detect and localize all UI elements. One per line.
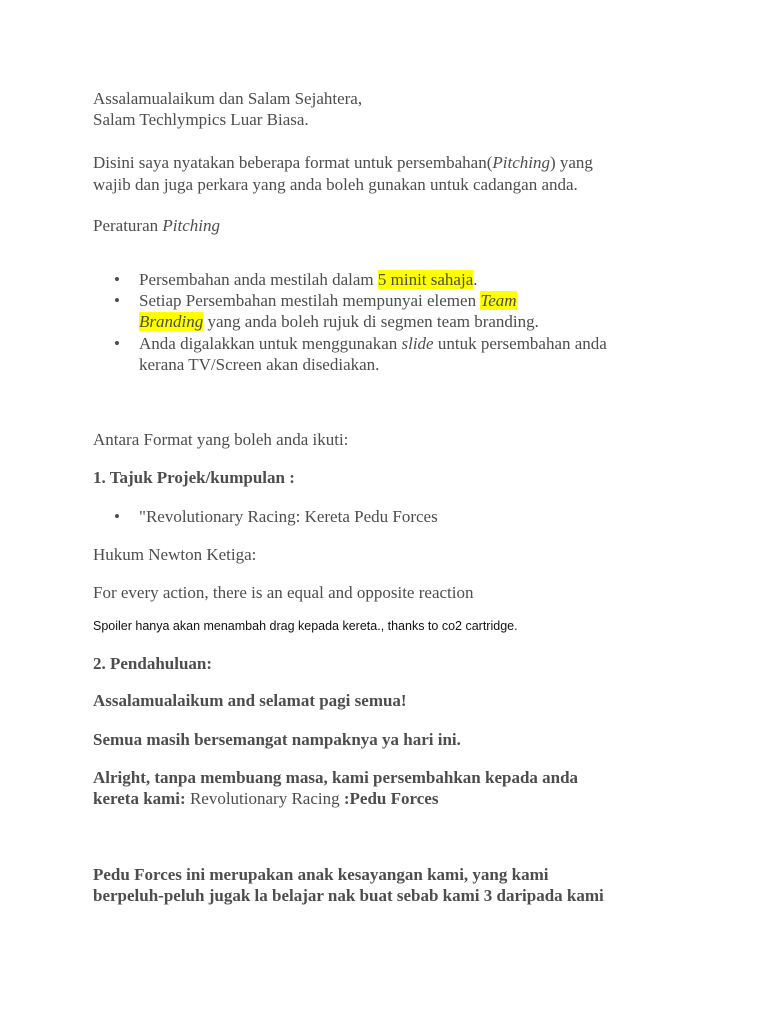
paragraph-spirit: Semua masih bersemangat nampaknya ya hari ini. xyxy=(93,730,461,749)
rules-item-2-end: yang anda boleh rujuk di segmen team branding. xyxy=(203,312,539,331)
intro-text-end: ) yang xyxy=(549,153,593,172)
newton-heading: Hukum Newton Ketiga: xyxy=(93,545,257,564)
rules-heading-pitching: Pitching xyxy=(162,216,220,235)
rules-item-3-line-2: kerana TV/Screen akan disediakan. xyxy=(139,355,380,374)
spoiler-note: Spoiler hanya akan menambah drag kepada kereta., thanks to co2 cartridge. xyxy=(93,619,518,633)
paragraph-intro-name: Revolutionary Racing xyxy=(189,789,344,808)
rules-item-3-slide: slide xyxy=(401,334,434,353)
rules-heading xyxy=(93,215,220,236)
intro-line-2: wajib dan juga perkara yang anda boleh gunakan untuk cadangan anda. xyxy=(93,175,578,194)
rules-item-1-text: Persembahan anda mestilah dalam xyxy=(139,270,378,289)
rules-item-3-text: Anda digalakkan untuk menggunakan xyxy=(139,334,402,353)
bullet-icon: • xyxy=(114,291,120,310)
highlight-team: Team xyxy=(480,291,517,310)
rules-item-2 xyxy=(93,290,693,334)
section-1-item-text: "Revolutionary Racing: Kereta Pedu Forces xyxy=(139,507,438,526)
greeting-line-2: Salam Techlympics Luar Biasa. xyxy=(93,110,309,129)
paragraph-intro-team: :Pedu Forces xyxy=(343,789,439,808)
intro-line-1 xyxy=(93,152,593,173)
greeting-line-1: Assalamualaikum dan Salam Sejahtera, xyxy=(93,89,363,108)
intro-pitching: Pitching xyxy=(492,153,550,172)
rules-heading-text: Peraturan xyxy=(93,216,163,235)
highlight-5-minit: 5 minit sahaja xyxy=(377,270,474,289)
section-1-title: 1. Tajuk Projek/kumpulan : xyxy=(93,468,295,487)
intro-text: Disini saya nyatakan beberapa format untuk persembahan( xyxy=(93,153,493,172)
highlight-branding: Branding xyxy=(139,312,204,331)
paragraph-pedu-line-1: Pedu Forces ini merupakan anak kesayangan kami, yang kami xyxy=(93,865,549,884)
format-intro: Antara Format yang boleh anda ikuti: xyxy=(93,430,349,449)
rules-item-2-text: Setiap Persembahan mestilah mempunyai elemen xyxy=(139,291,481,310)
section-1-item xyxy=(93,506,693,528)
rules-item-1-end: . xyxy=(473,270,478,289)
paragraph-intro-bold: kereta kami: xyxy=(93,789,190,808)
rules-item-3-text-end: untuk persembahan anda xyxy=(433,334,607,353)
newton-law: For every action, there is an equal and opposite reaction xyxy=(93,583,474,602)
rules-item-1 xyxy=(93,269,693,291)
paragraph-intro-line-2 xyxy=(93,788,438,809)
paragraph-greeting: Assalamualaikum and selamat pagi semua! xyxy=(93,691,407,710)
bullet-icon: • xyxy=(114,334,120,353)
rules-item-3 xyxy=(93,333,693,377)
paragraph-intro-line-1: Alright, tanpa membuang masa, kami persembahkan kepada anda xyxy=(93,768,579,787)
section-2-title: 2. Pendahuluan: xyxy=(93,654,213,673)
bullet-icon: • xyxy=(114,507,120,526)
paragraph-pedu-line-2: berpeluh-peluh jugak la belajar nak buat sebab kami 3 daripada kami xyxy=(93,886,604,905)
bullet-icon: • xyxy=(114,270,120,289)
